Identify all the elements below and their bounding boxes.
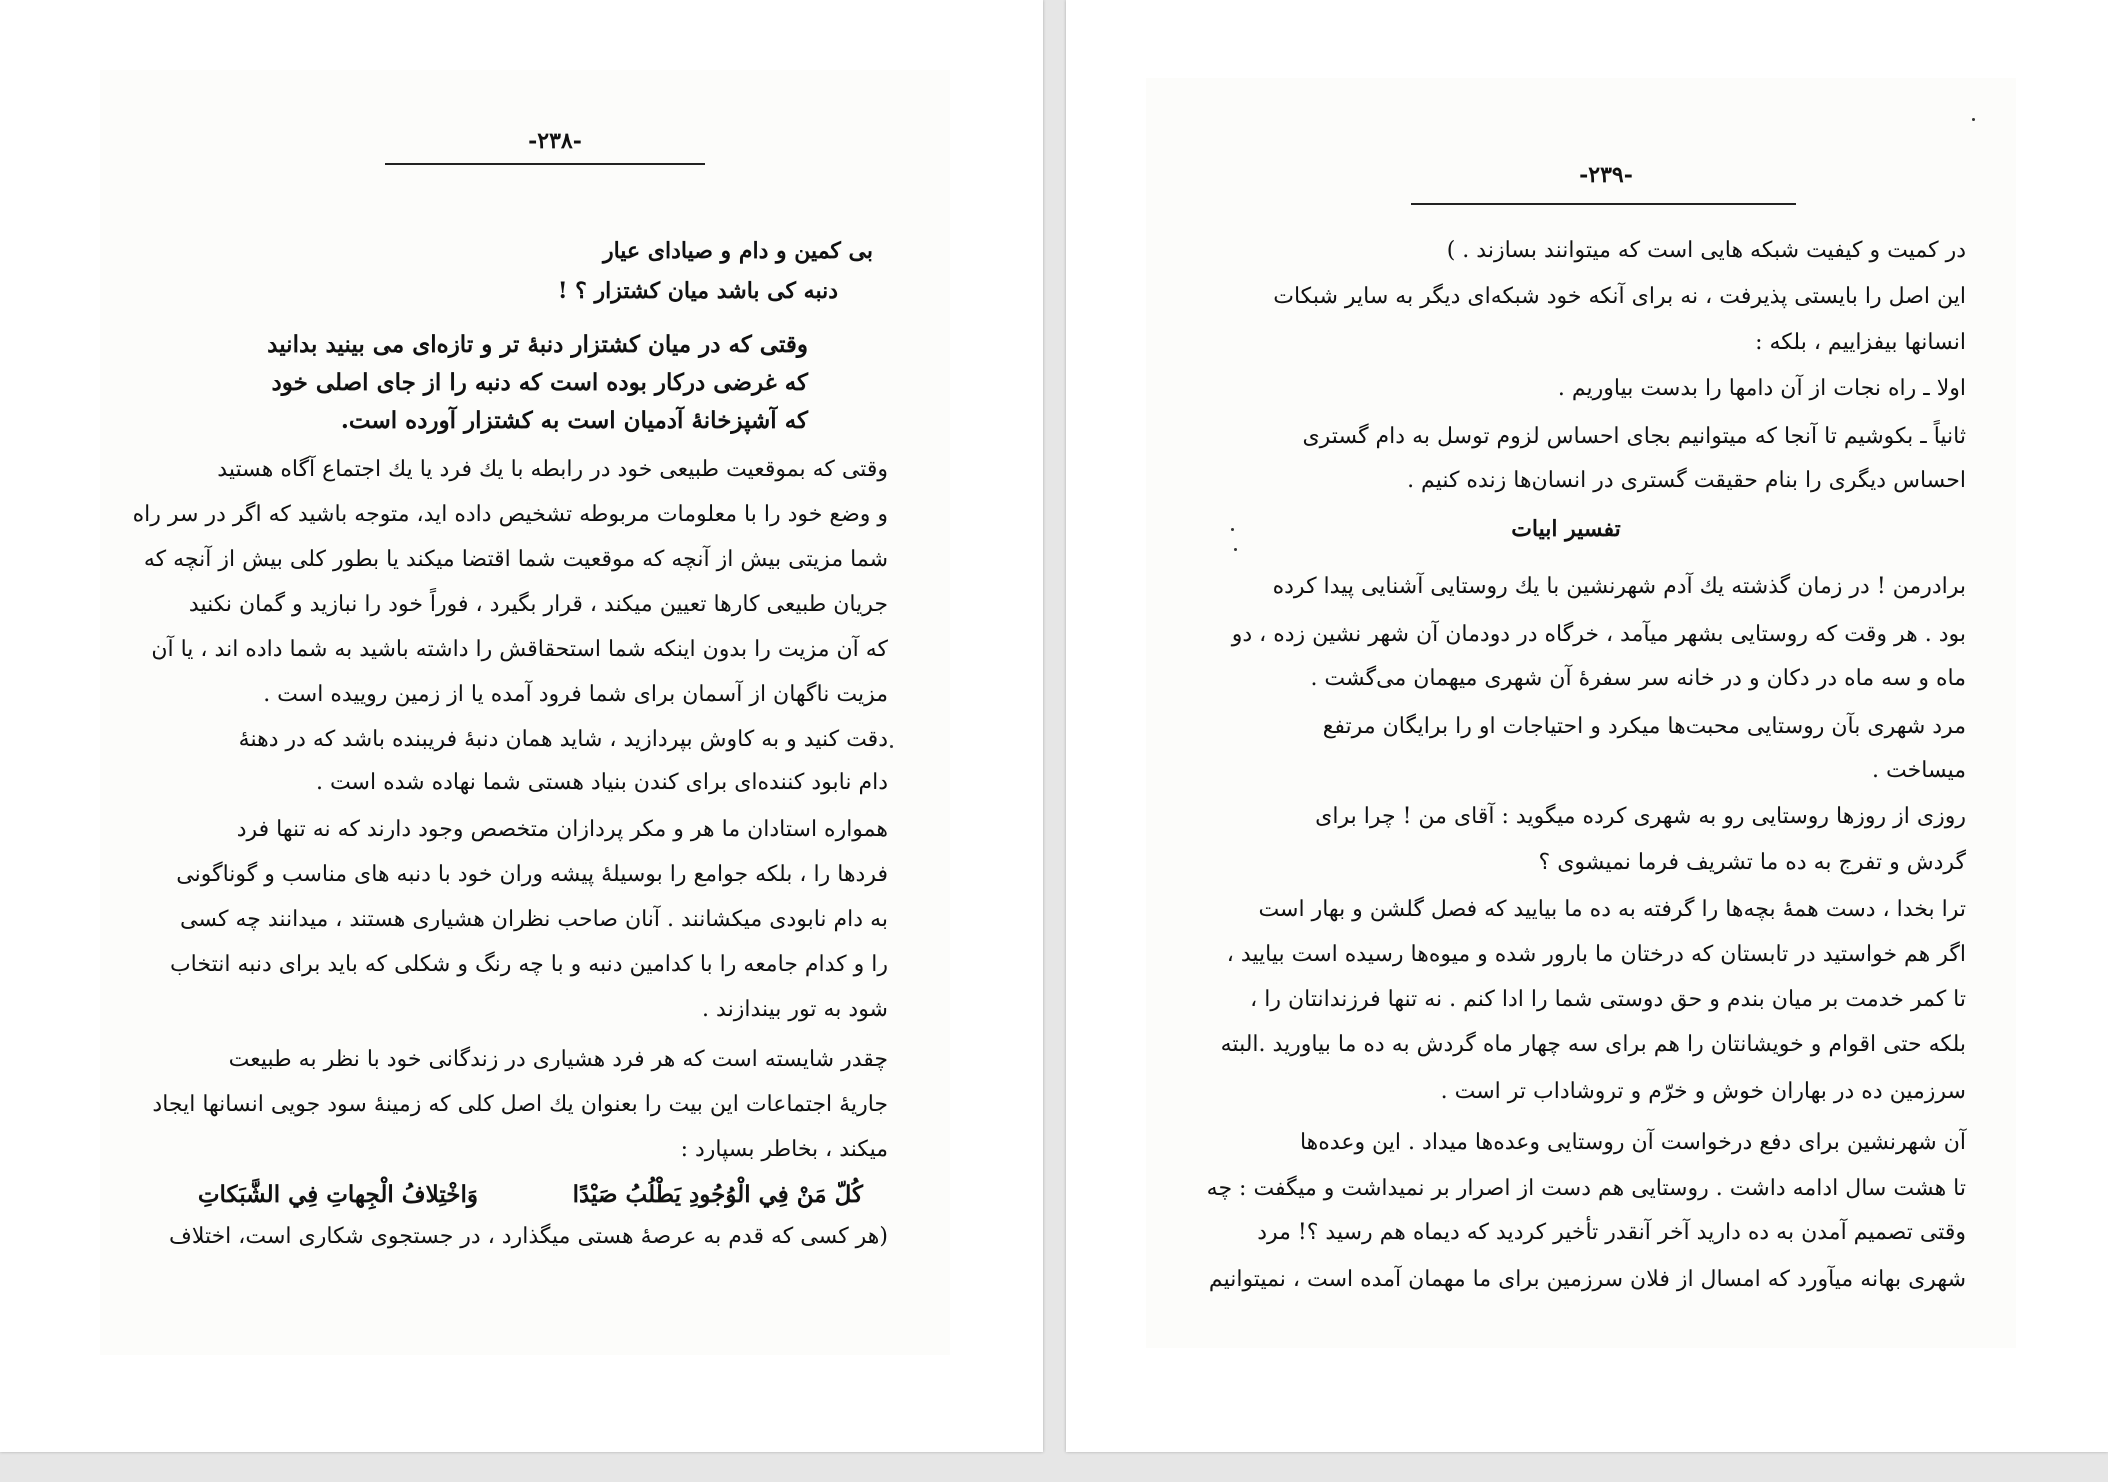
intro-line: وقتی که در میان کشتزار دنبهٔ تر و تازه‌ای می بینید بدانید (267, 331, 808, 358)
body-line: ماه و سه ماه در دکان و در خانه سر سفرهٔ آن شهری میهمان می‌گشت . (1310, 666, 1966, 691)
scan-speck (1231, 528, 1234, 531)
body-line: دقت کنید و به کاوش بپردازید ، شاید همان دنبهٔ فریبنده باشد که در دهنهٔ (238, 727, 888, 752)
body-line: جاریهٔ اجتماعات این بیت را بعنوان یك اصل کلی که زمینهٔ سود جویی انسانها ایجاد (152, 1092, 888, 1117)
body-line: گردش و تفرج به ده ما تشریف فرما نمیشوی ؟ (1538, 850, 1966, 875)
body-line: میساخت . (1872, 758, 1966, 783)
body-line: احساس دیگری را بنام حقیقت گستری در انسان‌ها زنده کنیم . (1407, 468, 1966, 493)
body-line: انسانها بیفزاییم ، بلکه : (1755, 330, 1966, 355)
body-line: را و کدام جامعه را با کدامین دنبه و با چه رنگ و شکلی که باید برای دنبه انتخاب (169, 952, 888, 977)
verse-line: بی کمین و دام و صیادای عیار (602, 238, 873, 264)
body-line: این اصل را بایستی پذیرفت ، نه برای آنکه خود شبکه‌ای دیگر به سایر شبکات (1273, 284, 1966, 309)
body-line: سرزمین ده در بهاران خوش و خرّم و تروشاداب تر است . (1440, 1079, 1966, 1104)
body-line: و وضع خود را با معلومات مربوطه تشخیص داده اید، متوجه باشید که اگر در سر راه (132, 502, 888, 527)
body-line: ثانیاً ـ بکوشیم تا آنجا که میتوانیم بجای احساس لزوم توسل به دام گستری (1302, 424, 1966, 449)
page-238 (0, 0, 1043, 1452)
body-line: تا هشت سال ادامه داشت . روستایی هم دست از اصرار بر نمیداشت و میگفت : چه (1206, 1176, 1966, 1201)
arabic-verse-hemistich: كُلّ مَنْ فِي الْوُجُودِ يَطْلُبُ صَيْدًا (572, 1181, 863, 1208)
body-line: دام نابود کننده‌ای برای کندن بنیاد هستی شما نهاده شده است . (315, 770, 888, 795)
header-rule (385, 163, 705, 165)
body-line: فرد‌ها را ، بلکه جوامع را بوسیلهٔ پیشه وران خود با دنبه های مناسب و گوناگونی (176, 862, 888, 887)
body-line: اولا ـ راه نجات از آن دامها را بدست بیاوریم . (1557, 376, 1966, 401)
body-line: برادرمن ! در زمان گذشته یك آدم شهرنشین با یك روستایی آشنایی پیدا کرده (1272, 574, 1966, 599)
body-line: چقدر شایسته است که هر فرد هشیاری در زندگانی خود با نظر به طبیعت (228, 1047, 888, 1072)
scan-speck (1972, 118, 1975, 121)
body-line: به دام نابودی میکشانند . آنان صاحب نظران هشیاری هستند ، میدانند چه کسی (180, 907, 888, 932)
body-line: روزی از روزها روستایی رو به شهری کرده میگوید : آقای من ! چرا برای (1315, 804, 1966, 829)
body-line: بود . هر وقت که روستایی بشهر میآمد ، خرگاه در دودمان آن شهر نشین زده ، دو (1231, 622, 1966, 647)
header-rule (1411, 203, 1796, 205)
body-line: میکند ، بخاطر بسپارد : (680, 1137, 888, 1162)
body-line: شهری بهانه میآورد که امسال از فلان سرزمین برای ما مهمان آمده است ، نمیتوانیم (1208, 1267, 1966, 1292)
body-line: در کمیت و کیفیت شبکه هایی است که میتوانند بسازند . ) (1446, 238, 1966, 263)
page-number: -۲۳۸- (528, 128, 582, 154)
page-239 (1066, 0, 2108, 1452)
body-line: مرد شهری بآن روستایی محبت‌ها میکرد و احتیاجات او را برایگان مرتفع (1322, 714, 1966, 739)
body-line: شما مزیتی بیش از آنچه که موقعیت شما اقتضا میکند یا بطور کلی بیش از آنچه که (143, 547, 888, 572)
body-line: شود به تور بیندازند . (702, 997, 888, 1022)
intro-line: که آشپزخانهٔ آدمیان است به کشتزار آورده است. (340, 407, 808, 434)
body-line: که آن مزیت را بدون اینکه شما استحقاقش را داشته باشید به شما داده اند ، یا آن (151, 637, 888, 662)
body-line: آن شهرنشین برای دفع درخواست آن روستایی وعده‌ها میداد . این وعده‌ها (1299, 1130, 1966, 1155)
verse-line: دنبه کی باشد میان کشتزار ؟ ! (557, 278, 838, 304)
body-line: (هر کسی که قدم به عرصهٔ هستی میگذارد ، در جستجوی شکاری است، اختلاف (169, 1224, 888, 1249)
intro-line: که غرضی درکار بوده است که دنبه را از جای اصلی خود (271, 369, 808, 396)
body-line: اگر هم خواستید در تابستان که درختان ما بارور شده و میوه‌ها رسیده است بیایید ، (1226, 942, 1966, 967)
body-line: جریان طبیعی کارها تعیین میکند ، قرار بگیرد ، فوراً خود را نبازید و گمان نکنید (188, 592, 888, 617)
body-line: همواره استادان ما هر و مکر پردازان متخصص وجود دارند که نه تنها فرد (236, 817, 888, 842)
body-line: وقتی که بموقعیت طبیعی خود در رابطه با یك فرد یا یك اجتماع آگاه هستید (217, 457, 888, 482)
scan-speck (890, 745, 893, 748)
scan-speck (1234, 548, 1237, 551)
body-line: بلکه حتی اقوام و خویشانتان را هم برای سه چهار ماه گردش به ده ما بیاورید .البته (1220, 1032, 1966, 1057)
page-number: -۲۳۹- (1579, 162, 1633, 188)
section-heading: تفسیر ابیات (1511, 516, 1621, 542)
body-line: تا کمر خدمت بر میان بندم و حق دوستی شما را ادا کنم . نه تنها فرزندانتان را ، (1250, 987, 1966, 1012)
body-line: وقتی تصمیم آمدن به ده دارید آخر آنقدر تأخیر کردید که دیماه هم رسید ؟! مرد (1257, 1220, 1966, 1245)
body-line: مزیت ناگهان از آسمان برای شما فرود آمده یا از زمین روییده است . (263, 682, 888, 707)
arabic-verse-hemistich: وَاخْتِلافُ الْجِهاتِ فِي الشَّبَكاتِ (197, 1181, 478, 1208)
body-line: ترا بخدا ، دست همهٔ بچه‌ها را گرفته به ده ما بیایید که فصل گلشن و بهار است (1258, 897, 1966, 922)
